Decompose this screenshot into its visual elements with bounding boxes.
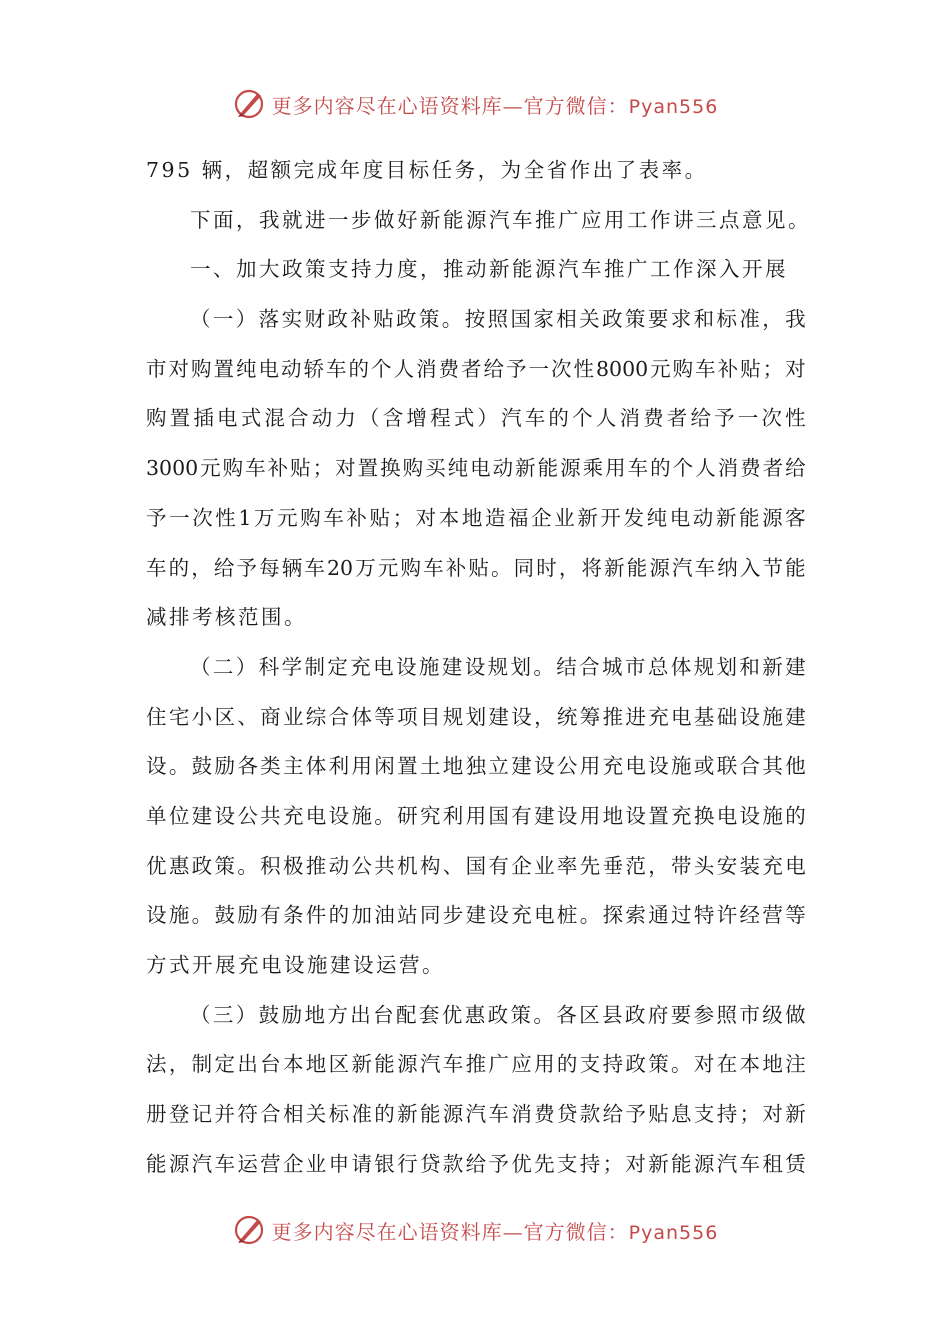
watermark-zh: 更多内容尽在心语资料库—官方微信： bbox=[271, 93, 629, 118]
text-line: 予 一 次 性 1 万 元 购 车 补 贴 ； 对 本 地 造 福 企 业 新 开 发 纯 电 动 新 能 源 客 bbox=[146, 505, 806, 530]
text-line: 设 。 鼓 励 各 类 主 体 利 用 闲 置 土 地 独 立 建 设 公 用 充 电 设 施 或 联 合 其 他 bbox=[146, 754, 806, 779]
document-body bbox=[146, 146, 811, 1189]
watermark-text bbox=[272, 1216, 719, 1245]
watermark-id: Pyan556 bbox=[628, 95, 719, 118]
text-line: 3000 元 购 车 补 贴 ； 对 置 换 购 买 纯 电 动 新 能 源 乘 用 车 的 个 人 消 费 者 给 bbox=[146, 456, 806, 481]
text-line: （ 三 ） 鼓 励 地 方 出 台 配 套 优 惠 政 策 。 各 区 县 政 府 要 参 照 市 级 做 bbox=[190, 1002, 806, 1027]
watermark-footer bbox=[0, 1210, 950, 1250]
text-line: 优 惠 政 策 。 积 极 推 动 公 共 机 构 、 国 有 企 业 率 先 垂 范 ， 带 头 安 装 充 电 bbox=[146, 853, 806, 878]
text-line: 住 宅 小 区 、 商 业 综 合 体 等 项 目 规 划 建 设 ， 统 筹 推 进 充 电 基 础 设 施 建 bbox=[146, 704, 806, 729]
pen-logo-icon bbox=[232, 1213, 266, 1247]
text-line: 法 ， 制 定 出 台 本 地 区 新 能 源 汽 车 推 广 应 用 的 支 持 政 策 。 对 在 本 地 注 bbox=[146, 1052, 806, 1077]
text-line: 设 施 。 鼓 励 有 条 件 的 加 油 站 同 步 建 设 充 电 桩 。 探 索 通 过 特 许 经 营 等 bbox=[146, 903, 806, 928]
text-line: 单 位 建 设 公 共 充 电 设 施 。 研 究 利 用 国 有 建 设 用 地 设 置 充 换 电 设 施 的 bbox=[146, 803, 806, 828]
text-line: 一、加大政策支持力度，推动新能源汽车推广工作深入开展 bbox=[190, 257, 788, 282]
pen-logo-icon bbox=[232, 87, 266, 121]
watermark-header bbox=[0, 84, 950, 124]
text-line: 册 登 记 并 符 合 相 关 标 准 的 新 能 源 汽 车 消 费 贷 款 给 予 贴 息 支 持 ； 对 新 bbox=[146, 1102, 806, 1127]
text-line: 能 源 汽 车 运 营 企 业 申 请 银 行 贷 款 给 予 优 先 支 持 ； 对 新 能 源 汽 车 租 赁 bbox=[146, 1151, 806, 1176]
watermark-zh: 更多内容尽在心语资料库—官方微信： bbox=[271, 1219, 629, 1244]
text-line: 795 辆，超额完成年度目标任务，为全省作出了表率。 bbox=[146, 158, 708, 182]
text-line: 方式开展充电设施建设运营。 bbox=[146, 953, 445, 977]
text-line: 减排考核范围。 bbox=[146, 605, 307, 630]
text-line: 车 的 ， 给 予 每 辆 车 20 万 元 购 车 补 贴 。 同 时 ， 将 新 能 源 汽 车 纳 入 节 能 bbox=[146, 555, 806, 580]
text-line: （ 二 ） 科 学 制 定 充 电 设 施 建 设 规 划 。 结 合 城 市 总 体 规 划 和 新 建 bbox=[190, 654, 806, 679]
text-line: 市 对 购 置 纯 电 动 轿 车 的 个 人 消 费 者 给 予 一 次 性 8000 元 购 车 补 贴 ； 对 bbox=[146, 356, 806, 381]
text-line: 购 置 插 电 式 混 合 动 力 （ 含 增 程 式 ） 汽 车 的 个 人 消 费 者 给 予 一 次 性 bbox=[146, 406, 806, 431]
text-line: 下面，我就进一步做好新能源汽车推广应用工作讲三点意见。 bbox=[190, 207, 811, 232]
watermark-id: Pyan556 bbox=[628, 1221, 719, 1244]
watermark-text bbox=[272, 90, 719, 119]
text-line: （ 一 ） 落 实 财 政 补 贴 政 策 。 按 照 国 家 相 关 政 策 要 求 和 标 准 ， 我 bbox=[190, 307, 806, 332]
